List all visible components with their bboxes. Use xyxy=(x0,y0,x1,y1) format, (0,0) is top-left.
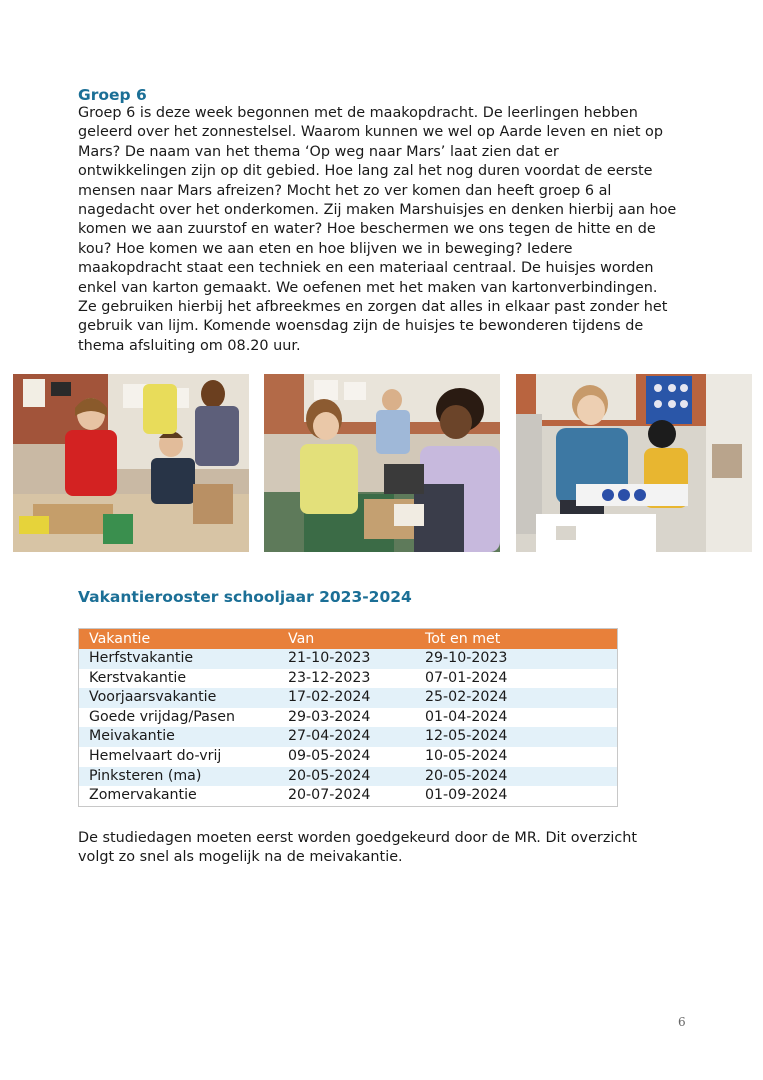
tot-en-met-cell: 01-09-2024 xyxy=(415,786,618,806)
table-row xyxy=(79,786,618,806)
table-row xyxy=(79,727,618,747)
text-line: komen we aan zuurstof en water? Hoe beschermen we ons tegen de hitte en de xyxy=(78,221,656,238)
column-header-van: Van xyxy=(278,629,415,650)
text-line: maakopdracht staat een techniek en een materiaal centraal. De huisjes worden xyxy=(78,260,654,277)
van-cell: 27-04-2024 xyxy=(278,727,415,747)
tot-en-met-cell: 07-01-2024 xyxy=(415,669,618,689)
vakantierooster-title: Vakantierooster schooljaar 2023-2024 xyxy=(78,588,412,606)
tot-en-met-cell: 20-05-2024 xyxy=(415,767,618,787)
table-row xyxy=(79,708,618,728)
text-line: Mars? De naam van het thema ‘Op weg naar Mars’ laat zien dat er xyxy=(78,143,559,160)
vakantie-cell: Voorjaarsvakantie xyxy=(79,688,279,708)
groep6-paragraph xyxy=(78,104,690,356)
text-line: gebruik van lijm. Komende woensdag zijn de huisjes te bewonderen tijdens de xyxy=(78,318,644,335)
text-line: volgt zo snel als mogelijk na de meivakantie. xyxy=(78,849,403,866)
groep6-title: Groep 6 xyxy=(78,86,147,104)
van-cell: 17-02-2024 xyxy=(278,688,415,708)
van-cell: 21-10-2023 xyxy=(278,649,415,669)
van-cell: 29-03-2024 xyxy=(278,708,415,728)
text-line: Ze gebruiken hierbij het afbreekmes en zorgen dat alles in elkaar past zonder het xyxy=(78,299,668,316)
text-line: De studiedagen moeten eerst worden goedgekeurd door de MR. Dit overzicht xyxy=(78,830,638,846)
table-row xyxy=(79,649,618,669)
tot-en-met-cell: 12-05-2024 xyxy=(415,727,618,747)
vakantie-cell: Pinksteren (ma) xyxy=(79,767,279,787)
vakantie-cell: Zomervakantie xyxy=(79,786,279,806)
page-number: 6 xyxy=(678,1015,686,1029)
vakantie-cell: Herfstvakantie xyxy=(79,649,279,669)
van-cell: 20-07-2024 xyxy=(278,786,415,806)
table-row xyxy=(79,669,618,689)
classroom-photo-1 xyxy=(13,374,249,552)
van-cell: 20-05-2024 xyxy=(278,767,415,787)
text-line: thema afsluiting om 08.20 uur. xyxy=(78,337,301,354)
tot-en-met-cell: 01-04-2024 xyxy=(415,708,618,728)
vakantie-cell: Meivakantie xyxy=(79,727,279,747)
text-line: ontwikkelingen zijn op dit gebied. Hoe lang zal het nog duren voordat de eerste xyxy=(78,163,653,180)
classroom-photo-2 xyxy=(264,374,500,552)
text-line: geleerd over het zonnestelsel. Waarom kunnen we wel op Aarde leven en niet op xyxy=(78,124,663,141)
table-header-row xyxy=(79,629,618,650)
studiedagen-note xyxy=(78,829,690,868)
column-header-vakantie: Vakantie xyxy=(79,629,279,650)
van-cell: 09-05-2024 xyxy=(278,747,415,767)
table-row xyxy=(79,688,618,708)
text-line: nagedacht over het onderkomen. Zij maken Marshuisjes en denken hierbij aan hoe xyxy=(78,202,677,219)
table-row xyxy=(79,767,618,787)
vakantie-cell: Hemelvaart do-vrij xyxy=(79,747,279,767)
classroom-photo-3 xyxy=(516,374,752,552)
vakantie-cell: Goede vrijdag/Pasen xyxy=(79,708,279,728)
text-line: Groep 6 is deze week begonnen met de maakopdracht. De leerlingen hebben xyxy=(78,105,638,121)
van-cell: 23-12-2023 xyxy=(278,669,415,689)
table-row xyxy=(79,747,618,767)
text-line: kou? Hoe komen we aan eten en hoe blijven we in beweging? Iedere xyxy=(78,240,573,257)
text-line: enkel van karton gemaakt. We oefenen met het maken van kartonverbindingen. xyxy=(78,279,658,296)
vakantie-cell: Kerstvakantie xyxy=(79,669,279,689)
column-header-tot-en-met: Tot en met xyxy=(415,629,618,650)
tot-en-met-cell: 25-02-2024 xyxy=(415,688,618,708)
text-line: mensen naar Mars afreizen? Mocht het zo ver komen dan heeft groep 6 al xyxy=(78,182,612,199)
tot-en-met-cell: 10-05-2024 xyxy=(415,747,618,767)
tot-en-met-cell: 29-10-2023 xyxy=(415,649,618,669)
vakantierooster-table xyxy=(78,628,618,807)
